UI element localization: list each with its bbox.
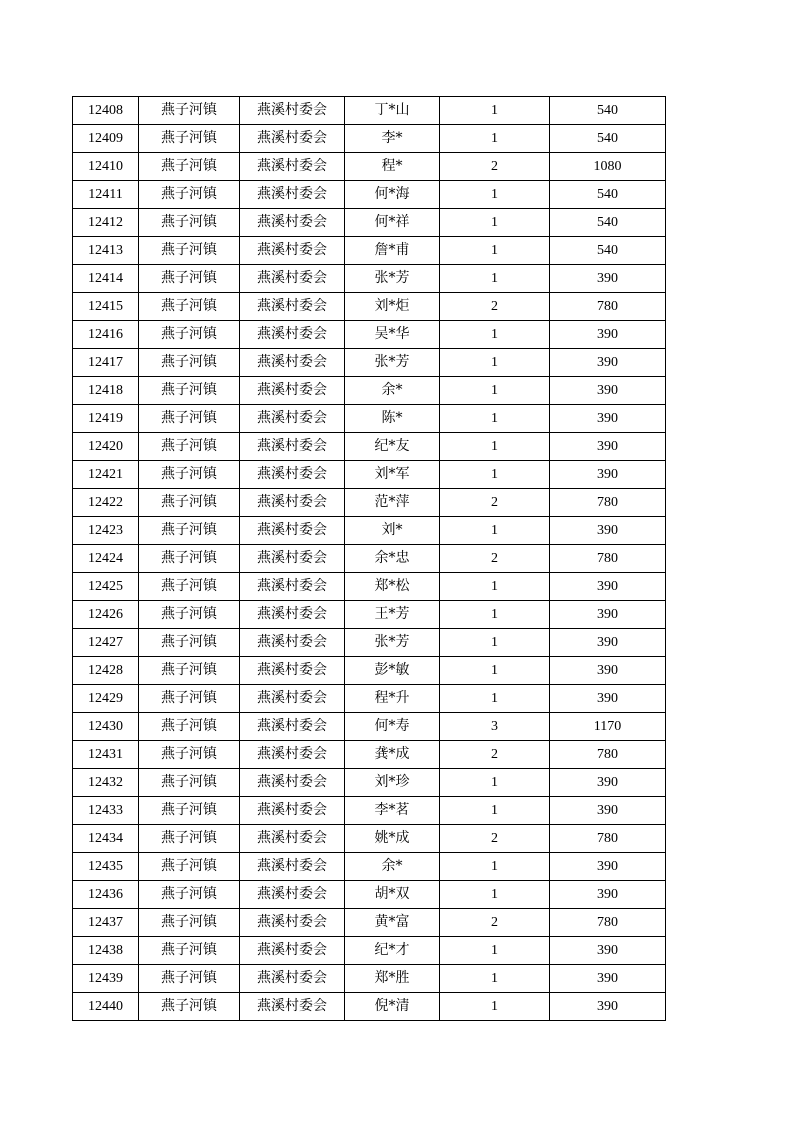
serial-number-cell: 12410 (73, 153, 139, 181)
town-cell: 燕子河镇 (139, 825, 240, 853)
amount-cell: 390 (550, 937, 666, 965)
amount-cell: 390 (550, 573, 666, 601)
count-cell: 1 (440, 209, 550, 237)
serial-number-cell: 12439 (73, 965, 139, 993)
town-cell: 燕子河镇 (139, 993, 240, 1021)
table-row (73, 349, 666, 377)
amount-cell: 1080 (550, 153, 666, 181)
village-committee-cell: 燕溪村委会 (240, 153, 345, 181)
village-committee-cell: 燕溪村委会 (240, 237, 345, 265)
table-row (73, 993, 666, 1021)
village-committee-cell: 燕溪村委会 (240, 825, 345, 853)
table-row (73, 125, 666, 153)
amount-cell: 390 (550, 685, 666, 713)
village-committee-cell: 燕溪村委会 (240, 97, 345, 125)
count-cell: 1 (440, 769, 550, 797)
serial-number-cell: 12416 (73, 321, 139, 349)
count-cell: 1 (440, 657, 550, 685)
table-row (73, 405, 666, 433)
name-cell: 何*寿 (345, 713, 440, 741)
table-row (73, 937, 666, 965)
town-cell: 燕子河镇 (139, 909, 240, 937)
village-committee-cell: 燕溪村委会 (240, 349, 345, 377)
amount-cell: 780 (550, 293, 666, 321)
village-committee-cell: 燕溪村委会 (240, 909, 345, 937)
amount-cell: 390 (550, 601, 666, 629)
amount-cell: 390 (550, 965, 666, 993)
serial-number-cell: 12435 (73, 853, 139, 881)
village-committee-cell: 燕溪村委会 (240, 881, 345, 909)
table-row (73, 573, 666, 601)
village-committee-cell: 燕溪村委会 (240, 293, 345, 321)
count-cell: 1 (440, 937, 550, 965)
name-cell: 彭*敏 (345, 657, 440, 685)
serial-number-cell: 12433 (73, 797, 139, 825)
serial-number-cell: 12423 (73, 517, 139, 545)
village-committee-cell: 燕溪村委会 (240, 657, 345, 685)
serial-number-cell: 12420 (73, 433, 139, 461)
count-cell: 1 (440, 321, 550, 349)
name-cell: 郑*松 (345, 573, 440, 601)
amount-cell: 540 (550, 181, 666, 209)
table-row (73, 881, 666, 909)
name-cell: 龚*成 (345, 741, 440, 769)
count-cell: 1 (440, 517, 550, 545)
count-cell: 1 (440, 349, 550, 377)
amount-cell: 540 (550, 125, 666, 153)
village-committee-cell: 燕溪村委会 (240, 937, 345, 965)
town-cell: 燕子河镇 (139, 461, 240, 489)
village-committee-cell: 燕溪村委会 (240, 489, 345, 517)
count-cell: 1 (440, 181, 550, 209)
town-cell: 燕子河镇 (139, 517, 240, 545)
count-cell: 1 (440, 629, 550, 657)
table-row (73, 209, 666, 237)
village-committee-cell: 燕溪村委会 (240, 517, 345, 545)
table-row (73, 825, 666, 853)
town-cell: 燕子河镇 (139, 965, 240, 993)
name-cell: 纪*才 (345, 937, 440, 965)
town-cell: 燕子河镇 (139, 321, 240, 349)
count-cell: 1 (440, 881, 550, 909)
town-cell: 燕子河镇 (139, 853, 240, 881)
table-row (73, 153, 666, 181)
serial-number-cell: 12427 (73, 629, 139, 657)
village-committee-cell: 燕溪村委会 (240, 321, 345, 349)
serial-number-cell: 12432 (73, 769, 139, 797)
table-row (73, 517, 666, 545)
village-committee-cell: 燕溪村委会 (240, 601, 345, 629)
name-cell: 张*芳 (345, 629, 440, 657)
village-committee-cell: 燕溪村委会 (240, 993, 345, 1021)
amount-cell: 540 (550, 237, 666, 265)
town-cell: 燕子河镇 (139, 237, 240, 265)
amount-cell: 1170 (550, 713, 666, 741)
subsidy-roster-table (72, 96, 666, 1021)
serial-number-cell: 12429 (73, 685, 139, 713)
serial-number-cell: 12426 (73, 601, 139, 629)
name-cell: 程*升 (345, 685, 440, 713)
table-row (73, 545, 666, 573)
count-cell: 1 (440, 377, 550, 405)
name-cell: 刘* (345, 517, 440, 545)
town-cell: 燕子河镇 (139, 629, 240, 657)
name-cell: 余* (345, 853, 440, 881)
town-cell: 燕子河镇 (139, 713, 240, 741)
serial-number-cell: 12437 (73, 909, 139, 937)
serial-number-cell: 12422 (73, 489, 139, 517)
amount-cell: 390 (550, 517, 666, 545)
name-cell: 刘*炬 (345, 293, 440, 321)
amount-cell: 390 (550, 881, 666, 909)
town-cell: 燕子河镇 (139, 881, 240, 909)
amount-cell: 390 (550, 433, 666, 461)
name-cell: 余*忠 (345, 545, 440, 573)
amount-cell: 780 (550, 825, 666, 853)
serial-number-cell: 12434 (73, 825, 139, 853)
serial-number-cell: 12440 (73, 993, 139, 1021)
name-cell: 刘*珍 (345, 769, 440, 797)
serial-number-cell: 12417 (73, 349, 139, 377)
town-cell: 燕子河镇 (139, 545, 240, 573)
name-cell: 张*芳 (345, 349, 440, 377)
village-committee-cell: 燕溪村委会 (240, 181, 345, 209)
serial-number-cell: 12419 (73, 405, 139, 433)
amount-cell: 540 (550, 97, 666, 125)
village-committee-cell: 燕溪村委会 (240, 545, 345, 573)
count-cell: 2 (440, 293, 550, 321)
name-cell: 郑*胜 (345, 965, 440, 993)
name-cell: 何*祥 (345, 209, 440, 237)
count-cell: 1 (440, 265, 550, 293)
name-cell: 张*芳 (345, 265, 440, 293)
village-committee-cell: 燕溪村委会 (240, 377, 345, 405)
amount-cell: 390 (550, 265, 666, 293)
count-cell: 3 (440, 713, 550, 741)
table-row (73, 713, 666, 741)
count-cell: 1 (440, 601, 550, 629)
town-cell: 燕子河镇 (139, 209, 240, 237)
town-cell: 燕子河镇 (139, 601, 240, 629)
serial-number-cell: 12409 (73, 125, 139, 153)
village-committee-cell: 燕溪村委会 (240, 769, 345, 797)
town-cell: 燕子河镇 (139, 741, 240, 769)
town-cell: 燕子河镇 (139, 153, 240, 181)
amount-cell: 780 (550, 741, 666, 769)
name-cell: 李*茗 (345, 797, 440, 825)
town-cell: 燕子河镇 (139, 405, 240, 433)
serial-number-cell: 12421 (73, 461, 139, 489)
count-cell: 1 (440, 405, 550, 433)
village-committee-cell: 燕溪村委会 (240, 685, 345, 713)
serial-number-cell: 12418 (73, 377, 139, 405)
amount-cell: 390 (550, 629, 666, 657)
table-row (73, 489, 666, 517)
amount-cell: 390 (550, 377, 666, 405)
town-cell: 燕子河镇 (139, 377, 240, 405)
village-committee-cell: 燕溪村委会 (240, 741, 345, 769)
table-row (73, 601, 666, 629)
village-committee-cell: 燕溪村委会 (240, 797, 345, 825)
count-cell: 1 (440, 853, 550, 881)
table-row (73, 853, 666, 881)
name-cell: 姚*成 (345, 825, 440, 853)
village-committee-cell: 燕溪村委会 (240, 405, 345, 433)
serial-number-cell: 12431 (73, 741, 139, 769)
name-cell: 黄*富 (345, 909, 440, 937)
table-row (73, 685, 666, 713)
town-cell: 燕子河镇 (139, 797, 240, 825)
count-cell: 2 (440, 741, 550, 769)
table-row (73, 265, 666, 293)
table-row (73, 433, 666, 461)
town-cell: 燕子河镇 (139, 685, 240, 713)
name-cell: 纪*友 (345, 433, 440, 461)
village-committee-cell: 燕溪村委会 (240, 853, 345, 881)
name-cell: 吴*华 (345, 321, 440, 349)
village-committee-cell: 燕溪村委会 (240, 573, 345, 601)
table-row (73, 657, 666, 685)
table-row (73, 629, 666, 657)
count-cell: 1 (440, 433, 550, 461)
name-cell: 何*海 (345, 181, 440, 209)
name-cell: 余* (345, 377, 440, 405)
amount-cell: 390 (550, 461, 666, 489)
village-committee-cell: 燕溪村委会 (240, 713, 345, 741)
town-cell: 燕子河镇 (139, 125, 240, 153)
town-cell: 燕子河镇 (139, 489, 240, 517)
serial-number-cell: 12428 (73, 657, 139, 685)
serial-number-cell: 12425 (73, 573, 139, 601)
town-cell: 燕子河镇 (139, 573, 240, 601)
name-cell: 李* (345, 125, 440, 153)
serial-number-cell: 12415 (73, 293, 139, 321)
name-cell: 刘*军 (345, 461, 440, 489)
village-committee-cell: 燕溪村委会 (240, 265, 345, 293)
count-cell: 1 (440, 965, 550, 993)
count-cell: 1 (440, 461, 550, 489)
name-cell: 倪*清 (345, 993, 440, 1021)
amount-cell: 390 (550, 993, 666, 1021)
count-cell: 1 (440, 125, 550, 153)
serial-number-cell: 12412 (73, 209, 139, 237)
serial-number-cell: 12438 (73, 937, 139, 965)
count-cell: 1 (440, 685, 550, 713)
town-cell: 燕子河镇 (139, 349, 240, 377)
name-cell: 陈* (345, 405, 440, 433)
town-cell: 燕子河镇 (139, 293, 240, 321)
serial-number-cell: 12411 (73, 181, 139, 209)
village-committee-cell: 燕溪村委会 (240, 965, 345, 993)
village-committee-cell: 燕溪村委会 (240, 209, 345, 237)
table-row (73, 321, 666, 349)
name-cell: 程* (345, 153, 440, 181)
table-row (73, 797, 666, 825)
amount-cell: 540 (550, 209, 666, 237)
amount-cell: 390 (550, 797, 666, 825)
amount-cell: 390 (550, 405, 666, 433)
table-row (73, 181, 666, 209)
count-cell: 1 (440, 993, 550, 1021)
name-cell: 胡*双 (345, 881, 440, 909)
count-cell: 1 (440, 573, 550, 601)
table-row (73, 741, 666, 769)
count-cell: 1 (440, 797, 550, 825)
table-row (73, 293, 666, 321)
amount-cell: 390 (550, 349, 666, 377)
table-row (73, 97, 666, 125)
amount-cell: 780 (550, 909, 666, 937)
serial-number-cell: 12424 (73, 545, 139, 573)
serial-number-cell: 12414 (73, 265, 139, 293)
serial-number-cell: 12430 (73, 713, 139, 741)
amount-cell: 390 (550, 853, 666, 881)
table-row (73, 769, 666, 797)
amount-cell: 390 (550, 321, 666, 349)
amount-cell: 390 (550, 769, 666, 797)
town-cell: 燕子河镇 (139, 769, 240, 797)
amount-cell: 780 (550, 545, 666, 573)
table-row (73, 965, 666, 993)
count-cell: 2 (440, 909, 550, 937)
village-committee-cell: 燕溪村委会 (240, 433, 345, 461)
name-cell: 范*萍 (345, 489, 440, 517)
table-row (73, 237, 666, 265)
town-cell: 燕子河镇 (139, 181, 240, 209)
town-cell: 燕子河镇 (139, 937, 240, 965)
serial-number-cell: 12408 (73, 97, 139, 125)
serial-number-cell: 12413 (73, 237, 139, 265)
name-cell: 丁*山 (345, 97, 440, 125)
village-committee-cell: 燕溪村委会 (240, 125, 345, 153)
count-cell: 2 (440, 153, 550, 181)
village-committee-cell: 燕溪村委会 (240, 629, 345, 657)
amount-cell: 780 (550, 489, 666, 517)
town-cell: 燕子河镇 (139, 265, 240, 293)
count-cell: 2 (440, 489, 550, 517)
town-cell: 燕子河镇 (139, 657, 240, 685)
town-cell: 燕子河镇 (139, 433, 240, 461)
table-row (73, 461, 666, 489)
table-row (73, 909, 666, 937)
town-cell: 燕子河镇 (139, 97, 240, 125)
village-committee-cell: 燕溪村委会 (240, 461, 345, 489)
amount-cell: 390 (550, 657, 666, 685)
serial-number-cell: 12436 (73, 881, 139, 909)
table-body (73, 97, 666, 1021)
count-cell: 1 (440, 97, 550, 125)
table-row (73, 377, 666, 405)
name-cell: 詹*甫 (345, 237, 440, 265)
count-cell: 2 (440, 545, 550, 573)
count-cell: 1 (440, 237, 550, 265)
name-cell: 王*芳 (345, 601, 440, 629)
count-cell: 2 (440, 825, 550, 853)
